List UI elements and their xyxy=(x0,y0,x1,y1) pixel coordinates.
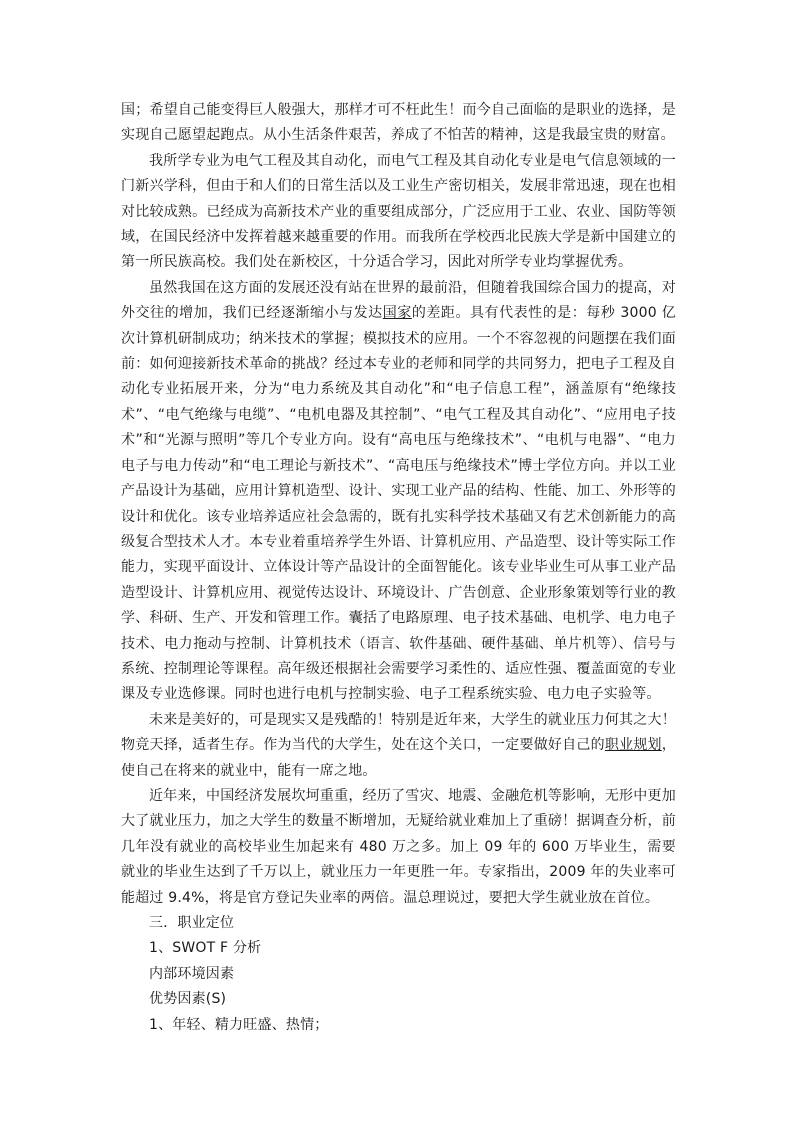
paragraph-4-text-b: ，使自己在将来的就业中，能有一席之地。 xyxy=(121,737,676,779)
list-line: 内部环境因素 xyxy=(149,965,235,982)
list-line: 优势因素(S) xyxy=(149,991,227,1008)
section-heading: 三．职业定位 xyxy=(149,915,235,931)
paragraph-4-text-a: 未来是美好的，可是现实又是残酷的！特别是近年来，大学生的就业压力何其之大！物竞天择，适者生存。作为当代的大学生，处在这个关口，一定要做好自己的 xyxy=(121,711,676,754)
link-guojia[interactable]: 国家 xyxy=(382,305,412,322)
document-page xyxy=(121,98,676,1038)
paragraph-3-text-a: 虽然我国在这方面的发展还没有站在世界的最前沿，但随着我国综合国力的提高，对外交往的增加，我们已经逐渐缩小与发达 xyxy=(121,279,676,322)
paragraph-3-text-b: 的差距。具有代表性的是：每秒 3000 亿次计算机研制成功；纳米技术的掌握；模拟技术的应用。一个不容忽视的问题摆在我们面前：如何迎接新技术革命的挑战？经过本专业的老师和同学的共同努力，把电子工程及自动化专业拓展开来，分为“电力系统及其自动化”和“电子信息工程”，涵盖原有“绝缘技术”、“电气绝缘与电缆”、“电机电器及其控制”、“电气工程及其自动化”、“应用电子技术”和“光源与照明”等几个专业方向。设有“高电压与绝缘技术”、“电机与电器”、“电力电子与电力传动”和“电工理论与新技术”、“高电压与绝缘技术”博士学位方向。并以工业产品设计为基础，应用计算机造型、设计、实现工业产品的结构、性能、加工、外形等的设计和优化。该专业培养适应社会急需的，既有扎实科学技术基础又有艺术创新能力的高级复合型技术人才。本专业着重培养学生外语、计算机应用、产品造型、设计等实际工作能力，实现平面设计、立体设计等产品设计的全面智能化。该专业毕业生可从事工业产品造型设计、计算机应用、视觉传达设计、环境设计、广告创意、企业形象策划等行业的教学、科研、生产、开发和管理工作。囊括了电路原理、电子技术基础、电机学、电力电子技术、电力拖动与控制、计算机技术（语言、软件基础、硬件基础、单片机等）、信号与系统、控制理论等课程。高年级还根据社会需要学习柔性的、适应性强、覆盖面宽的专业课及专业选修课。同时也进行电机与控制实验、电子工程系统实验、电力电子实验等。 xyxy=(121,305,677,703)
paragraph-3 xyxy=(121,276,676,708)
list-line: 1、年轻、精力旺盛、热情； xyxy=(149,1016,329,1033)
paragraph-5: 近年来，中国经济发展坎坷重重，经历了雪灾、地震、金融危机等影响，无形中更加大了就业压力，加之大学生的数量不断增加，无疑给就业难加上了重磅！据调查分析，前几年没有就业的高校毕业生加起来有 480 万之多。加上 09 年的 600 万毕业生，需要就业的毕业生达到了千万以上，就业压力一年更胜一年。专家指出，2009 年的失业率可能超过 9.4%，将是官方登记失业率的两倍。温总理说过，要把大学生就业放在首位。 xyxy=(121,787,676,906)
link-career-plan[interactable]: 职业规划 xyxy=(604,737,662,754)
paragraph-4 xyxy=(121,708,676,784)
paragraph-1: 国；希望自己能变得巨人般强大，那样才可不枉此生！而今自己面临的是职业的选择，是实现自己愿望起跑点。从小生活条件艰苦，养成了不怕苦的精神，这是我最宝贵的财富。 xyxy=(121,102,676,144)
subsection-heading: 1、SWOT F 分析 xyxy=(149,940,262,957)
paragraph-2: 我所学专业为电气工程及其自动化，而电气工程及其自动化专业是电气信息领域的一门新兴学科，但由于和人们的日常生活以及工业生产密切相关，发展非常迅速，现在也相对比较成熟。已经成为高新技术产业的重要组成部分，广泛应用于工业、农业、国防等领域，在国民经济中发挥着越来越重要的作用。而我所在学校西北民族大学是新中国建立的第一所民族高校。我们处在新校区，十分适合学习，因此对所学专业均掌握优秀。 xyxy=(121,152,676,271)
